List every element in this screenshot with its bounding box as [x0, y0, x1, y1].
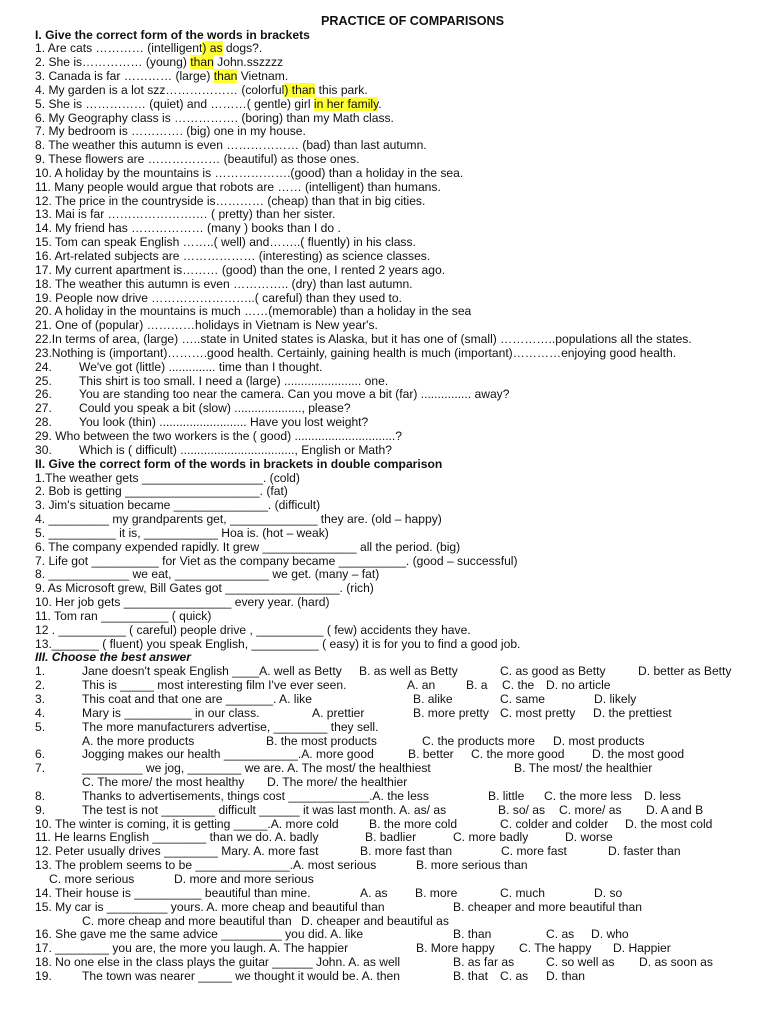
exercise-14: 14. My friend has ……………… (many ) books than I do .	[35, 221, 341, 236]
option-c: C. as good as Betty	[500, 664, 606, 679]
mcq-15-options	[35, 915, 760, 929]
double-comparison-10: 10. Her job gets ________________ every year. (hard)	[35, 595, 330, 610]
option-c: C. The more/ the most healthy	[82, 775, 245, 790]
item-text: Could you speak a bit (slow) ...................., please?	[79, 401, 351, 416]
mcq-10	[35, 818, 760, 832]
option-a: A. as	[360, 885, 388, 900]
page-title: PRACTICE OF COMPARISONS	[320, 14, 505, 28]
double-comparison-4: 4. _________ my grandparents get, _____________ they are. (old – happy)	[35, 512, 442, 527]
option-d: D. faster than	[608, 844, 681, 859]
mcq-13-options	[35, 873, 760, 887]
option-c: C. more cheap and more beautiful than	[82, 913, 292, 928]
mcq-13	[35, 859, 760, 873]
double-comparison-12: 12 . __________ ( careful) people drive , __________ ( few) accidents they have.	[35, 622, 471, 637]
option-b: B. than	[453, 927, 492, 942]
mcq-5-options	[35, 735, 760, 749]
question-number: 19.	[35, 968, 52, 983]
mcq-8	[35, 790, 760, 804]
exercise-10: 10. A holiday by the mountains is ……………….(good) than a holiday in the sea.	[35, 165, 464, 180]
mcq-12	[35, 845, 760, 859]
double-comparison-1: 1.The weather gets __________________. (cold)	[35, 470, 300, 485]
exercise-30	[35, 444, 760, 458]
exercise-5	[35, 98, 760, 112]
mcq-2	[35, 679, 760, 693]
exercise-22: 22.In terms of area, (large) …..state in United states is Alaska, but it has one of (small) …………..populations all the states.	[35, 332, 692, 347]
double-comparison-5: 5. __________ it is, ___________ Hoa is. (hot – weak)	[35, 525, 329, 540]
mcq-5	[35, 721, 760, 735]
option-d: D. Happier	[613, 941, 671, 956]
option-b: B. more fast than	[360, 844, 453, 859]
exercise-19: 19. People now drive ……………………..( careful) than they used to.	[35, 290, 402, 305]
exercise-16: 16. Art-related subjects are ……………… (interesting) as science classes.	[35, 249, 431, 263]
exercise-4	[35, 84, 760, 98]
mcq-7	[35, 762, 760, 776]
question-stem: 11. He learns English ________ than we do. A. badly	[35, 830, 319, 845]
text: 5. She is …………… (quiet) and ………( gentle) girl	[35, 96, 314, 111]
question-number: 6.	[35, 747, 46, 762]
text: 1. Are cats ………… (intelligent	[35, 41, 203, 56]
option-c: C. more badly	[453, 830, 529, 845]
question-number: 7.	[35, 761, 46, 776]
exercise-6: 6. My Geography class is ……………. (boring) than my Math class.	[35, 110, 394, 125]
option-c: C. the more less	[544, 788, 633, 803]
option-d: D. so	[594, 885, 623, 900]
option-d: D. the most cold	[625, 816, 713, 831]
exercise-28	[35, 416, 760, 430]
option-d: D. most products	[553, 733, 645, 748]
option-a: A. an	[407, 678, 436, 693]
option-d: D. likely	[594, 692, 637, 706]
question-number: 9.	[35, 802, 46, 817]
option-c: C. more fast	[501, 844, 567, 859]
item-text: Which is ( difficult) .................................., English or Math?	[79, 442, 392, 457]
option-c: C. more/ as	[559, 802, 622, 817]
question-stem: 10. The winter is coming, it is getting _____.A. more cold	[35, 816, 339, 831]
mcq-1	[35, 665, 760, 679]
option-c: C. more serious	[49, 871, 135, 886]
option-d: D. cheaper and beautiful as	[301, 913, 449, 928]
question-number: 1.	[35, 664, 46, 679]
item-number: 25.	[35, 373, 52, 388]
item-text: This shirt is too small. I need a (large) ....................... one.	[79, 373, 389, 388]
highlight: ) as	[202, 41, 223, 56]
highlight: than	[190, 55, 214, 70]
highlight: ) than	[284, 82, 316, 97]
exercise-29: 29. Who between the two workers is the ( good) ..............................?	[35, 428, 402, 443]
exercise-8: 8. The weather this autumn is even ……………… (bad) than last autumn.	[35, 138, 427, 153]
item-number: 26.	[35, 387, 52, 402]
exercise-21: 21. One of (popular) …………holidays in Vietnam is New year's.	[35, 318, 378, 333]
option-b: B. More happy	[416, 941, 495, 956]
mcq-4	[35, 707, 760, 721]
option-c: C. as	[500, 968, 529, 983]
double-comparison-6: 6. The company expended rapidly. It grew ______________ all the period. (big)	[35, 539, 461, 554]
double-comparison-7: 7. Life got __________ for Viet as the company became __________. (good – successful)	[35, 553, 518, 568]
text: .	[378, 96, 382, 111]
question-stem: 14. Their house is __________ beautiful than mine.	[35, 885, 311, 900]
option-d: D. no article	[546, 678, 611, 693]
question-stem: 13. The problem seems to be ______________.A. most serious	[35, 858, 377, 873]
item-number: 28.	[35, 415, 52, 430]
option-c: C. the more good	[471, 747, 565, 762]
exercise-23: 23.Nothing is (important)……….good health. Certainly, gaining health is much (important)…………enjoying good health.	[35, 345, 677, 360]
option-b: B. so/ as	[498, 802, 546, 817]
option-b: B. better	[408, 747, 454, 762]
option-a: A. the more products	[82, 733, 195, 748]
exercise-25	[35, 375, 760, 389]
text: this park.	[315, 82, 368, 97]
mcq-9	[35, 804, 760, 818]
question-stem: The town was nearer _____ we thought it would be. A. then	[82, 968, 401, 983]
exercise-26	[35, 388, 760, 402]
question-number: 5.	[35, 719, 46, 734]
text: Vietnam.	[237, 69, 289, 84]
option-b: B. The most/ the healthier	[514, 761, 653, 776]
question-stem: Jane doesn't speak English ____A. well as Betty	[82, 664, 342, 679]
text: dogs?.	[222, 41, 263, 56]
exercise-3	[35, 70, 760, 84]
section-3-heading: III. Choose the best answer	[35, 650, 191, 665]
option-d: D. the most good	[592, 747, 685, 762]
option-c: C. same	[500, 692, 546, 706]
item-text: We've got (little) .............. time than I thought.	[79, 359, 323, 374]
exercise-15: 15. Tom can speak English ……..( well) and……..( fluently) in his class.	[35, 235, 416, 250]
mcq-16	[35, 928, 760, 942]
option-b: B. badlier	[365, 830, 417, 845]
exercise-11: 11. Many people would argue that robots are …… (intelligent) than humans.	[35, 179, 441, 194]
option-b: B. alike	[413, 692, 453, 706]
option-d: D. as soon as	[639, 955, 713, 970]
option-b: B. more serious than	[416, 858, 528, 873]
text: 4. My garden is a lot szz……………… (colorful	[35, 82, 285, 97]
exercise-1	[35, 42, 760, 56]
mcq-18	[35, 956, 760, 970]
double-comparison-13: 13._______ ( fluent) you speak English, __________ ( easy) it is for you to find a good job.	[35, 636, 521, 651]
question-stem: 15. My car is _________ yours. A. more cheap and beautiful than	[35, 899, 385, 914]
highlight: than	[213, 69, 238, 84]
section-2-heading: II. Give the correct form of the words in brackets in double comparison	[35, 456, 443, 471]
question-number: 3.	[35, 692, 46, 706]
exercise-2	[35, 56, 760, 70]
question-stem: The more manufacturers advertise, ________ they sell.	[82, 719, 379, 734]
item-number: 27.	[35, 401, 52, 416]
mcq-11	[35, 831, 760, 845]
question-stem: Thanks to advertisements, things cost ____________.A. the less	[82, 788, 429, 803]
mcq-7-options	[35, 776, 760, 790]
exercise-12: 12. The price in the countryside is………… (cheap) than that in big cities.	[35, 193, 426, 208]
mcq-3	[35, 693, 760, 707]
question-stem: 18. No one else in the class plays the guitar ______ John. A. as well	[35, 955, 401, 970]
option-a: A. prettier	[312, 705, 365, 720]
worksheet	[35, 14, 760, 984]
option-d: D. who	[591, 927, 629, 942]
question-number: 4.	[35, 705, 46, 720]
option-b: B. the most products	[266, 733, 377, 748]
option-d: D. the prettiest	[593, 705, 672, 720]
option-b: B. a	[466, 678, 488, 693]
mcq-14	[35, 887, 760, 901]
section-1-heading: I. Give the correct form of the words in brackets	[35, 27, 310, 42]
option-c: C. as	[546, 927, 575, 942]
option-d: D. less	[644, 788, 681, 803]
exercise-17: 17. My current apartment is……… (good) than the one, I rented 2 years ago.	[35, 262, 446, 277]
question-stem: Mary is __________ in our class.	[82, 705, 260, 720]
exercise-18: 18. The weather this autumn is even ………….. (dry) than last autumn.	[35, 276, 413, 291]
item-text: You are standing too near the camera. Can you move a bit (far) ............... away?	[79, 387, 510, 402]
option-b: B. that	[453, 968, 488, 983]
question-number: 2.	[35, 678, 46, 693]
text: John.sszzzz	[213, 55, 284, 70]
mcq-15	[35, 901, 760, 915]
text: 3. Canada is far ………… (large)	[35, 69, 214, 84]
item-text: You look (thin) .......................... Have you lost weight?	[79, 415, 369, 430]
item-number: 30.	[35, 442, 52, 457]
option-c: C. The happy	[519, 941, 592, 956]
option-b: B. cheaper and more beautiful than	[453, 899, 642, 914]
question-stem: 12. Peter usually drives ________ Mary. A. more fast	[35, 844, 319, 859]
option-b: B. as well as Betty	[359, 664, 458, 679]
exercise-27	[35, 402, 760, 416]
option-d: D. worse	[565, 830, 613, 845]
highlight: in her family	[313, 96, 379, 111]
option-b: B. as far as	[453, 955, 515, 970]
question-stem: The test is not ________ difficult ______ it was last month. A. as/ as	[82, 802, 447, 817]
exercise-13: 13. Mai is far ………………….… ( pretty) than her sister.	[35, 207, 336, 222]
exercise-20: 20. A holiday in the mountains is much ……(memorable) than a holiday in the sea	[35, 304, 472, 319]
option-c: C. so well as	[546, 955, 615, 970]
question-stem: 16. She gave me the same advice _________ you did. A. like	[35, 927, 364, 942]
item-number: 24.	[35, 359, 52, 374]
exercise-9: 9. These flowers are ……………… (beautiful) as those ones.	[35, 152, 360, 167]
question-stem: This is _____ most interesting film I've ever seen.	[82, 678, 347, 693]
exercise-7: 7. My bedroom is …………. (big) one in my house.	[35, 124, 306, 139]
question-stem: Jogging makes our health ___________.A. more good	[82, 747, 374, 762]
double-comparison-2: 2. Bob is getting ____________________. (fat)	[35, 484, 288, 499]
option-c: C. the products more	[422, 733, 535, 748]
double-comparison-3: 3. Jim's situation became ______________. (difficult)	[35, 498, 321, 513]
option-d: D. more and more serious	[174, 871, 314, 886]
option-d: D. A and B	[646, 802, 704, 817]
mcq-17	[35, 942, 760, 956]
double-comparison-11: 11. Tom ran __________ ( quick)	[35, 608, 212, 623]
text: 2. She is…………… (young)	[35, 55, 191, 70]
option-d: D. better as Betty	[638, 664, 732, 679]
option-c: C. much	[500, 885, 546, 900]
mcq-6	[35, 748, 760, 762]
option-c: C. the	[502, 678, 535, 693]
mcq-19	[35, 970, 760, 984]
option-b: B. more pretty	[413, 705, 489, 720]
double-comparison-9: 9. As Microsoft grew, Bill Gates got _________________. (rich)	[35, 581, 374, 596]
option-d: D. than	[546, 968, 585, 983]
option-b: B. the more cold	[369, 816, 458, 831]
option-d: D. The more/ the healthier	[267, 775, 408, 790]
question-stem: This coat and that one are _______. A. like	[82, 692, 312, 706]
exercise-24	[35, 361, 760, 375]
option-b: B. more	[415, 885, 458, 900]
option-c: C. most pretty	[500, 705, 576, 720]
question-stem: _________ we jog, ________ we are. A. The most/ the healthiest	[82, 761, 431, 776]
option-b: B. little	[488, 788, 525, 803]
question-stem: 17. ________ you are, the more you laugh. A. The happier	[35, 941, 349, 956]
double-comparison-8: 8. ____________ we eat, ______________ we get. (many – fat)	[35, 567, 380, 582]
question-number: 8.	[35, 788, 46, 803]
option-c: C. colder and colder	[500, 816, 609, 831]
